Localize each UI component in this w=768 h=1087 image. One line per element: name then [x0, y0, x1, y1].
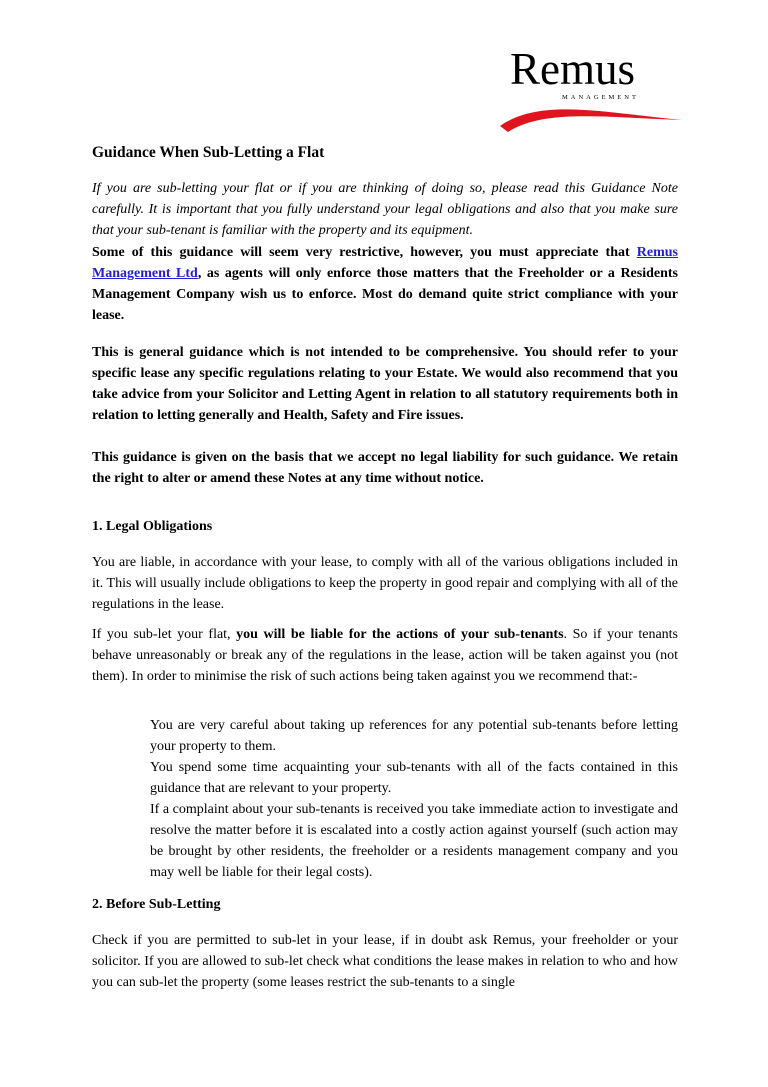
page-title: Guidance When Sub-Letting a Flat: [92, 144, 325, 161]
general-guidance-paragraph: This is general guidance which is not intended to be comprehensive. You should refer to your specific lease any specific regulations relating to your Estate. We would also recommend that you take advice from your Solicitor and Letting Agent in relation to all statutory requirements both in relation to letting generally and Health, Safety and Fire issues.: [92, 345, 678, 423]
remus-management-link[interactable]: Remus Management Ltd: [92, 245, 678, 281]
para2-text-end: . So if your tenants behave unreasonably or break any of the regulations in the lease, action will be taken against you (not them). In order to minimise the risk of such actions being taken against you we recommend that:-: [92, 627, 679, 684]
section-2-heading: 2. Before Sub-Letting: [92, 897, 221, 912]
para2-text-start: If you sub-let your flat,: [92, 627, 237, 642]
remus-logo: [500, 40, 690, 140]
para2-bold-text: you will be liable for the actions of your sub-tenants: [236, 627, 564, 642]
legal-obligations-paragraph-1: You are liable, in accordance with your lease, to comply with all of the various obligations included in it. This will usually include obligations to keep the property in good repair and complying with all of the regulations in the lease.: [92, 555, 678, 612]
intro-paragraph: If you are sub-letting your flat or if you are thinking of doing so, please read this Guidance Note carefully. It is important that you fully understand your legal obligations and also that you make sure that your sub-tenant is familiar with the property and its equipment.: [92, 181, 678, 238]
logo-swoosh: [500, 109, 682, 132]
recommendations-list: [150, 715, 678, 883]
legal-obligations-paragraph-2: [92, 624, 678, 687]
liability-paragraph: This guidance is given on the basis that we accept no legal liability for such guidance. We retain the right to alter or amend these Notes at any time without notice.: [92, 450, 678, 486]
list-item: If a complaint about your sub-tenants is received you take immediate action to investigate and resolve the matter before it is escalated into a costly action against yourself (such action may be brought by other residents, the freeholder or a residents management company and you may well be liable for their legal costs).: [150, 802, 678, 880]
logo-graphic: [500, 40, 690, 140]
list-item: You spend some time acquainting your sub-tenants with all of the facts contained in this guidance that are relevant to your property.: [150, 760, 678, 796]
restrictive-text-end: , as agents will only enforce those matters that the Freeholder or a Residents Management Company wish us to enforce. Most do demand quite strict compliance with your lease.: [92, 266, 678, 323]
logo-wordmark: Remus: [510, 44, 636, 94]
restrictive-text-start: Some of this guidance will seem very restrictive, however, you must appreciate that: [92, 245, 637, 260]
section-1-heading: 1. Legal Obligations: [92, 519, 213, 534]
restrictive-paragraph: [92, 242, 678, 326]
logo-tagline: MANAGEMENT: [562, 94, 639, 101]
list-item: You are very careful about taking up references for any potential sub-tenants before letting your property to them.: [150, 718, 678, 754]
before-sub-letting-paragraph: Check if you are permitted to sub-let in your lease, if in doubt ask Remus, your freeholder or your solicitor. If you are allowed to sub-let check what conditions the lease makes in relation to who and how you can sub-let the property (some leases restrict the sub-tenants to a single: [92, 933, 678, 990]
